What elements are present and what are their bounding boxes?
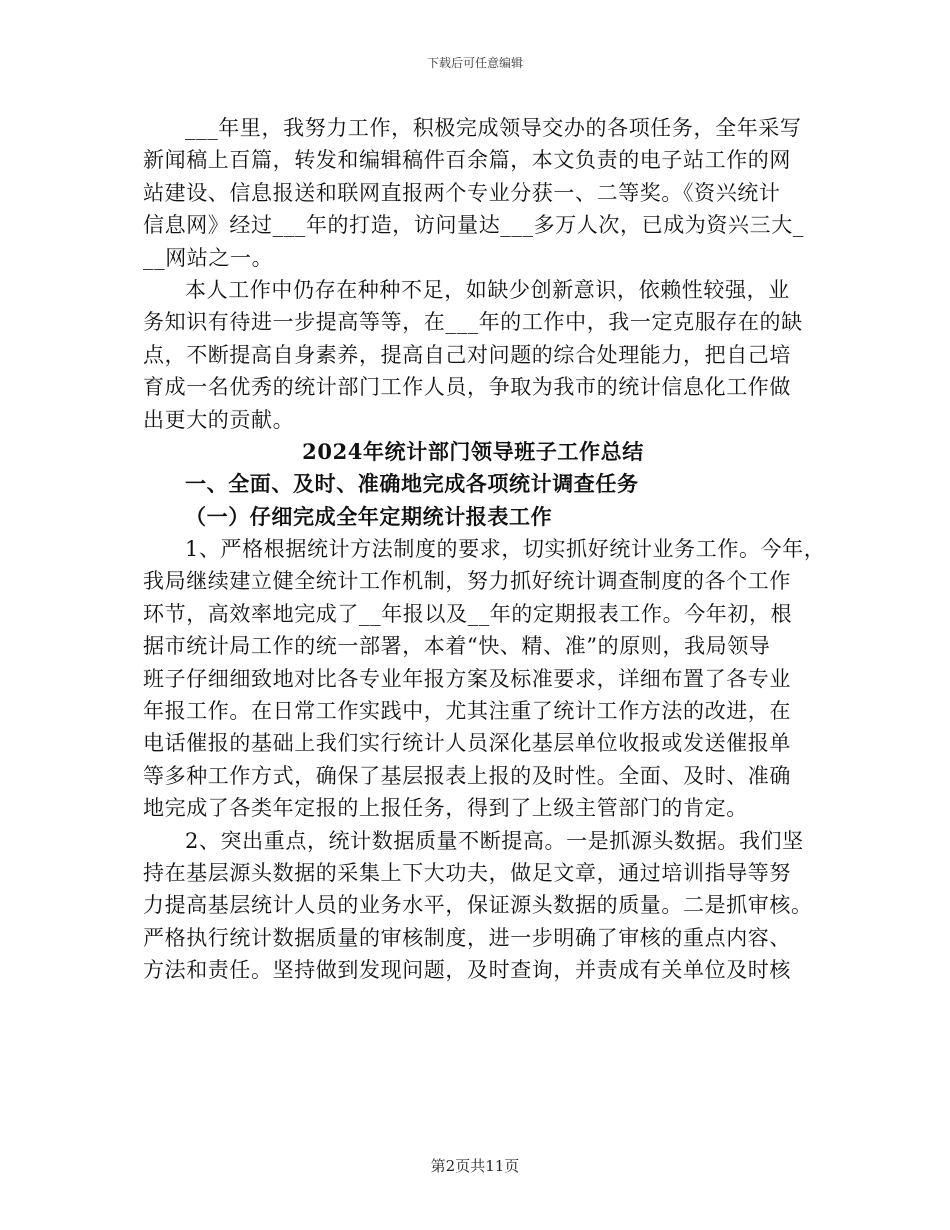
text-line: 力提高基层统计人员的业务水平，保证源头数据的质量。二是抓审核。 xyxy=(143,893,813,918)
document-body xyxy=(143,112,826,987)
text-line: 严格执行统计数据质量的审核制度，进一步明确了审核的重点内容、 xyxy=(143,925,791,950)
paragraph-4 xyxy=(143,825,813,987)
text-line: 点，不断提高自身素养，提高自己对问题的综合处理能力，把自己培 xyxy=(143,342,791,367)
paragraph-2 xyxy=(143,274,803,436)
text-line: 本人工作中仍存在种种不足，如缺少创新意识，依赖性较强，业 xyxy=(185,277,790,302)
text-line: 据市统计局工作的统一部署，本着“快、精、准”的原则，我局领导 xyxy=(143,634,771,659)
page-header-note: 下载后可任意编辑 xyxy=(426,56,523,70)
text-line: 等多种工作方式，确保了基层报表上报的及时性。全面、及时、准确 xyxy=(143,763,791,788)
text-line: 环节，高效率地完成了__年报以及__年的定期报表工作。今年初，根 xyxy=(143,601,793,626)
text-line: 信息网》经过___年的打造，访问量达___多万人次，已成为资兴三大_ xyxy=(143,213,804,238)
text-line: 我局继续建立健全统计工作机制，努力抓好统计调查制度的各个工作 xyxy=(143,569,791,594)
page-number: 第2页共11页 xyxy=(430,1157,520,1175)
text-line: 2、突出重点，统计数据质量不断提高。一是抓源头数据。我们坚 xyxy=(185,828,804,853)
text-line: 持在基层源头数据的采集上下大功夫，做足文章，通过培训指导等努 xyxy=(143,860,791,885)
text-line: 地完成了各类年定报的上报任务，得到了上级主管部门的肯定。 xyxy=(143,796,748,821)
text-line: 班子仔细细致地对比各专业年报方案及标准要求，详细布置了各专业 xyxy=(143,666,791,691)
paragraph-1 xyxy=(143,112,803,274)
text-line: 育成一名优秀的统计部门工作人员，争取为我市的统计信息化工作做 xyxy=(143,375,791,400)
text-line: ___年里，我努力工作，积极完成领导交办的各项任务，全年采写 xyxy=(185,116,802,140)
text-line: 务知识有待进一步提高等等，在___年的工作中，我一定克服存在的缺 xyxy=(143,310,803,335)
text-line: 年报工作。在日常工作实践中，尤其注重了统计工作方法的改进，在 xyxy=(143,699,791,724)
text-line: 电话催报的基础上我们实行统计人员深化基层单位收报或发送催报单 xyxy=(143,731,791,756)
subsection-heading: （一）仔细完成全年定期统计报表工作 xyxy=(185,503,553,529)
text-line: __网站之一。 xyxy=(143,245,274,270)
document-title: 2024年统计部门领导班子工作总结 xyxy=(302,438,644,464)
text-line: 站建设、信息报送和联网直报两个专业分获一、二等奖。《资兴统计 xyxy=(143,180,781,205)
paragraph-3 xyxy=(143,533,826,825)
text-line: 出更大的贡献。 xyxy=(143,407,295,432)
text-line: 方法和责任。坚持做到发现问题，及时查询，并责成有关单位及时核 xyxy=(143,958,791,983)
text-line: 1、严格根据统计方法制度的要求，切实抓好统计业务工作。今年， xyxy=(185,537,826,562)
section-heading: 一、全面、及时、准确地完成各项统计调查任务 xyxy=(185,471,639,497)
text-line: 新闻稿上百篇，转发和编辑稿件百余篇，本文负责的电子站工作的网 xyxy=(143,148,791,173)
